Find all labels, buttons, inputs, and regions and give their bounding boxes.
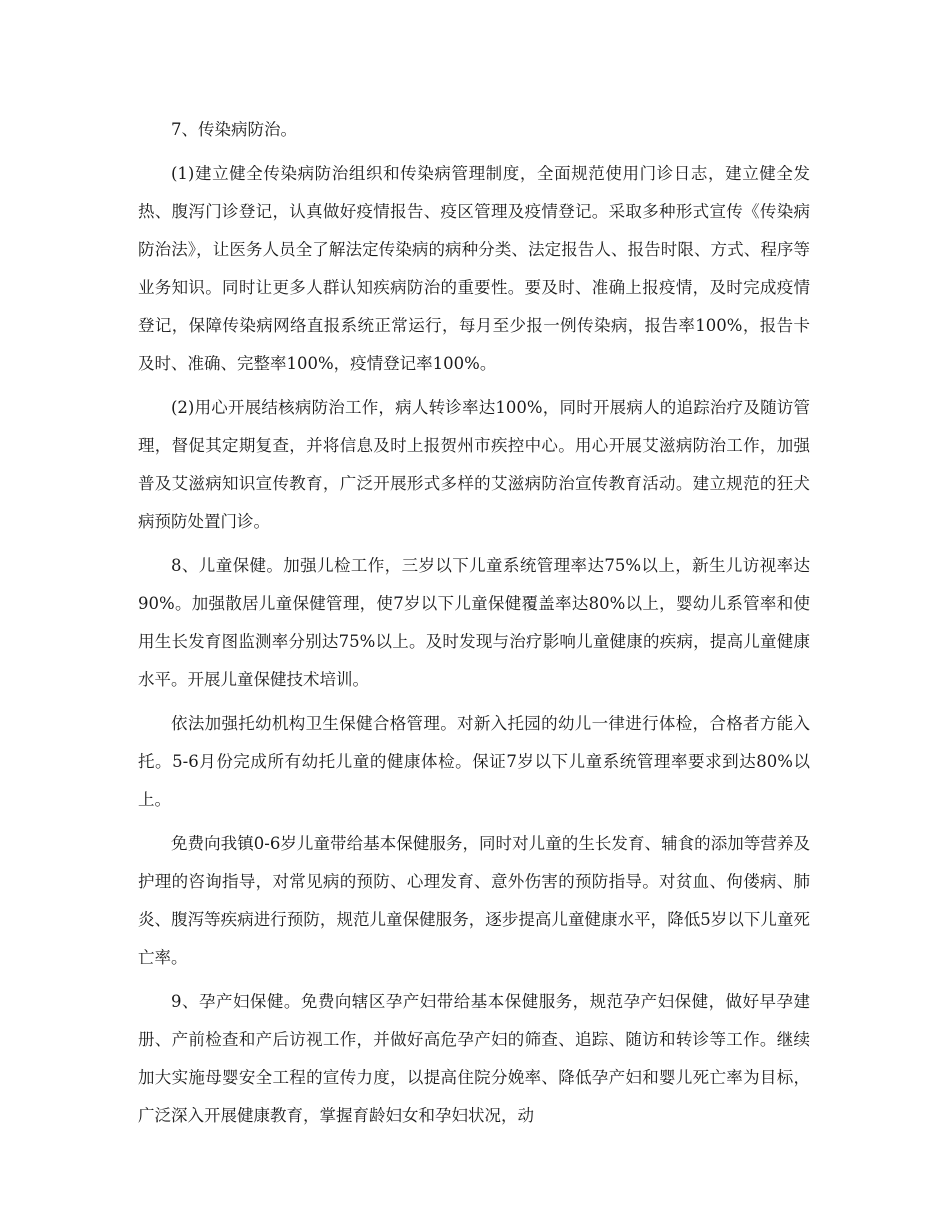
document-body	[138, 111, 810, 1141]
paragraph-infectious-disease-management: (1)建立健全传染病防治组织和传染病管理制度，全面规范使用门诊日志，建立健全发热、腹泻门诊登记，认真做好疫情报告、疫区管理及疫情登记。采取多种形式宣传《传染病防治法》，让医务人员全了解法定传染病的病种分类、法定报告人、报告时限、方式、程序等业务知识。同时让更多人群认知疾病防治的重要性。要及时、准确上报疫情，及时完成疫情登记，保障传染病网络直报系统正常运行，每月至少报一例传染病，报告率100%，报告卡及时、准确、完整率100%，疫情登记率100%。	[138, 164, 810, 373]
paragraph-nursery-health-management: 依法加强托幼机构卫生保健合格管理。对新入托园的幼儿一律进行体检，合格者方能入托。5-6月份完成所有幼托儿童的健康体检。保证7岁以下儿童系统管理率要求到达80%以上。	[138, 714, 810, 809]
paragraph-section-9-maternal-health: 9、孕产妇保健。免费向辖区孕产妇带给基本保健服务，规范孕产妇保健，做好早孕建册、产前检查和产后访视工作，并做好高危孕产妇的筛查、追踪、随访和转诊等工作。继续加大实施母婴安全工程的宣传力度，以提高住院分娩率、降低孕产妇和婴儿死亡率为目标，广泛深入开展健康教育，掌握育龄妇女和孕妇状况，动	[138, 992, 810, 1125]
paragraph-tuberculosis-aids-prevention: (2)用心开展结核病防治工作，病人转诊率达100%，同时开展病人的追踪治疗及随访管理，督促其定期复查，并将信息及时上报贺州市疾控中心。用心开展艾滋病防治工作，加强普及艾滋病知识宣传教育，广泛开展形式多样的艾滋病防治宣传教育活动。建立规范的狂犬病预防处置门诊。	[138, 398, 810, 531]
paragraph-section-7-heading: 7、传染病防治。	[171, 120, 297, 139]
paragraph-section-8-child-health: 8、儿童保健。加强儿检工作，三岁以下儿童系统管理率达75%以上，新生儿访视率达90%。加强散居儿童保健管理，使7岁以下儿童保健覆盖率达80%以上，婴幼儿系管率和使用生长发育图监测率分别达75%以上。及时发现与治疗影响儿童健康的疾病，提高儿童健康水平。开展儿童保健技术培训。	[138, 556, 810, 689]
paragraph-free-child-health-services: 免费向我镇0-6岁儿童带给基本保健服务，同时对儿童的生长发育、辅食的添加等营养及护理的咨询指导，对常见病的预防、心理发育、意外伤害的预防指导。对贫血、佝偻病、肺炎、腹泻等疾病进行预防，规范儿童保健服务，逐步提高儿童健康水平，降低5岁以下儿童死亡率。	[138, 834, 810, 967]
